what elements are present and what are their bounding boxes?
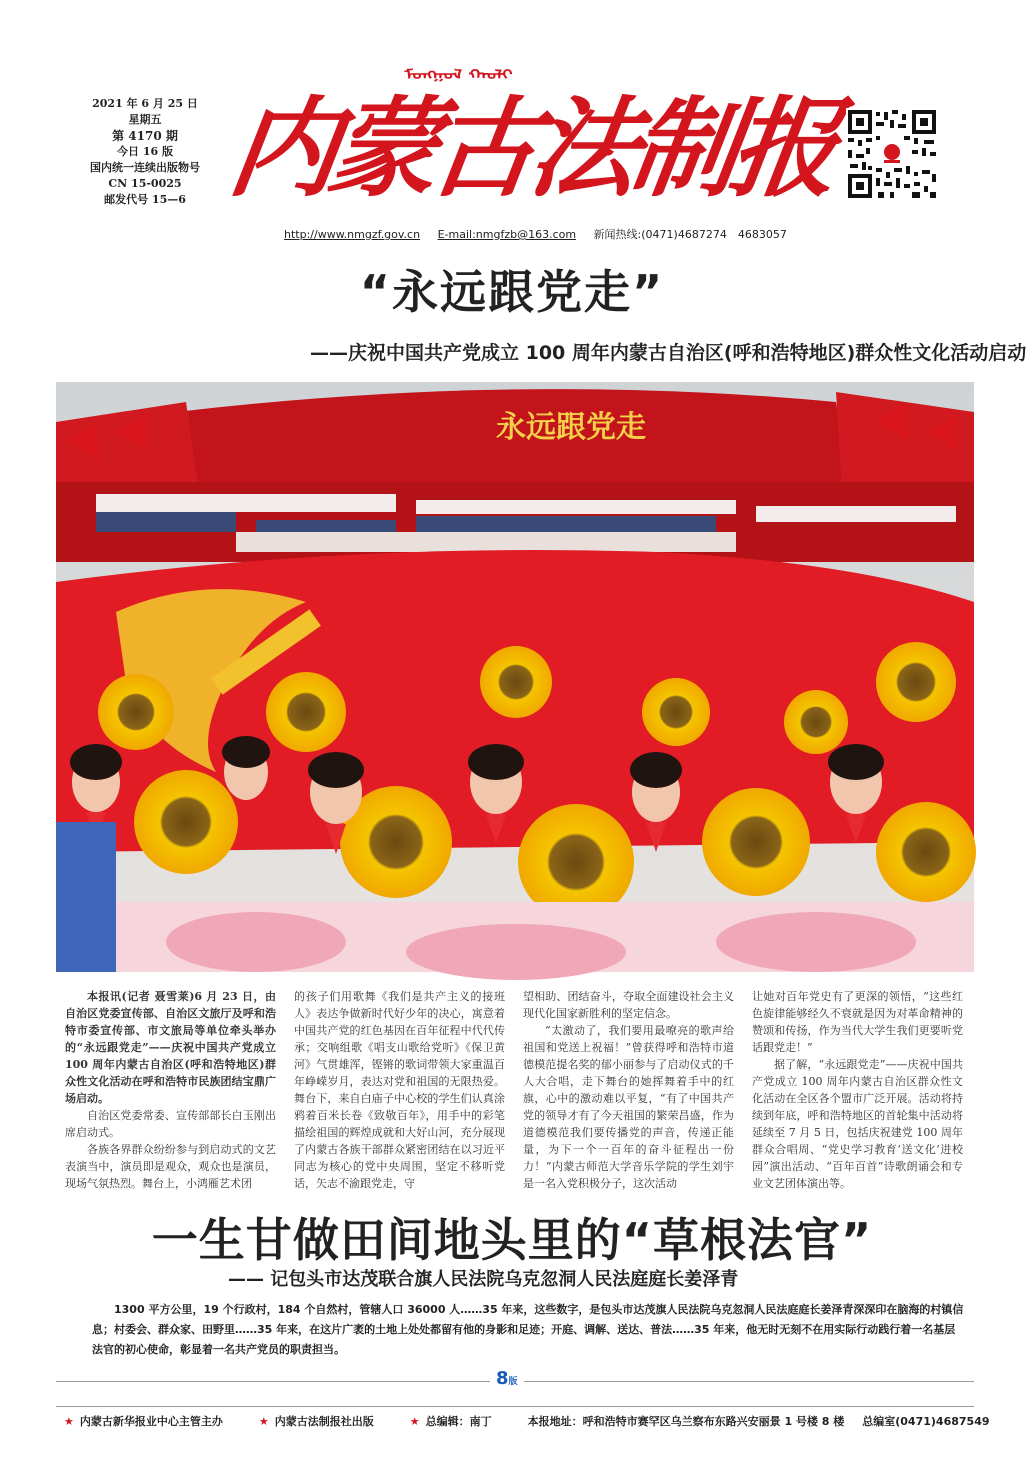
- footer: [64, 1413, 990, 1429]
- masthead-mongolian: ᠮᠣᠩᠭᠣᠯ ᠬᠠᠤᠯᠢ: [404, 68, 513, 83]
- article-paragraph: 各族各界群众纷纷参与到启动式的文艺表演当中，演员即是观众，观众也是演员，现场气氛热烈。舞台上，小鸿雁艺术团: [65, 1143, 276, 1190]
- event-photo: [56, 382, 974, 972]
- second-article-headline[interactable]: 一生甘做田间地头里的“草根法官”: [151, 1213, 873, 1267]
- email-link[interactable]: E-mail:nmgfzb@163.com: [437, 228, 577, 241]
- issue-number: 第 4170 期: [112, 129, 178, 143]
- article-paragraph: 的孩子们用歌舞《我们是共产主义的接班人》表达争做新时代好少年的决心，寓意着中国共产党的红色基因在百年征程中代代传承；交响组歌《唱支山歌给党听》《保卫黄河》气贯雄浑，铿锵的歌词带领大家重温百年峥嵘岁月，表达对党和祖国的无限热爱。舞台下，来自白庙子中心校的学生们认真涂鸦着百米长卷《致敬百年》，用手中的彩笔描绘祖国的辉煌成就和大好山河，充分展现了内蒙古各族干部群众紧密团结在以习近平同志为核心的党中央周围，坚定不移听党话，矢志不渝跟党走，守: [294, 990, 505, 1190]
- article-paragraph: 本报讯(记者 聂雪莱)6 月 23 日，由自治区党委宣传部、自治区文旅厅及呼和浩特市委宣传部、市文旅局等单位牵头举办的“永远跟党走”——庆祝中国共产党成立 100 周年内蒙古自治区(呼和浩特地区)群众性文化活动在呼和浩特市民族团结宝鼎广场启动。: [65, 990, 276, 1105]
- stage-banner-text: 永远跟党走: [496, 410, 646, 445]
- article-column-1: [56, 988, 285, 1190]
- page-reference-link[interactable]: [490, 1368, 524, 1389]
- footer-office: 总编室(0471)4687549: [862, 1415, 990, 1428]
- article-column-4: [743, 988, 972, 1190]
- footer-address: 本报地址：呼和浩特市赛罕区乌兰察布东路兴安丽景 1 号楼 8 楼: [527, 1415, 845, 1428]
- article-paragraph: 让她对百年党史有了更深的领悟，“这些红色旋律能够经久不衰就是因为对革命精神的赞颂和传扬，作为当代大学生我们更要听党话跟党走！”: [752, 990, 963, 1054]
- page-reference-suffix: 版: [508, 1377, 518, 1387]
- article-paragraph: 望相助、团结奋斗，夺取全面建设社会主义现代化国家新胜利的坚定信念。: [523, 990, 734, 1020]
- footer-press: 内蒙古法制报社出版: [274, 1415, 374, 1428]
- contact-line: [284, 226, 801, 242]
- footer-publisher: 内蒙古新华报业中心主管主办: [79, 1415, 223, 1428]
- postal-code: 邮发代号 15—6: [104, 193, 186, 206]
- article-column-3: [514, 988, 743, 1190]
- star-icon: ★: [64, 1415, 74, 1428]
- article-body: [56, 988, 974, 1190]
- second-article-summary: 1300 平方公里，19 个行政村，184 个自然村，管辖人口 36000 人……35 年来，这些数字，是包头市达茂旗人民法院乌克忽洞人民法庭庭长姜泽青深深印在脑海的村镇信息；村委会、群众家、田野里……35 年来，在这片广袤的土地上处处都留有他的身影和足迹；开庭、调解、送达、普法……35 年来，他无时无刻不在用实际行动践行着一名基层法官的初心使命，彰显着一名共产党员的职责担当。: [92, 1303, 964, 1356]
- star-icon: ★: [258, 1415, 269, 1428]
- article-paragraph: “太激动了，我们要用最嘹亮的歌声给祖国和党送上祝福！”曾获得呼和浩特市道德模范提名奖的郁小丽参与了启动仪式的千人大合唱，走下舞台的她挥舞着手中的红旗，心中的激动难以平复，“有了中国共产党的领导才有了今天祖国的繁荣昌盛，作为道德模范我们要传播党的声音，传递正能量，为下一个一百年的奋斗征程出一份力！”内蒙古师范大学音乐学院的学生刘宇是一名入党积极分子，这次活动: [523, 1024, 734, 1190]
- issue-date: 2021 年 6 月 25 日: [92, 97, 198, 110]
- serial-number: CN 15-0025: [108, 177, 182, 190]
- second-article-subheadline: —— 记包头市达茂联合旗人民法院乌克忽洞人民法庭庭长姜泽青: [228, 1269, 739, 1290]
- news-hotline: 新闻热线:(0471)4687274 4683057: [593, 228, 787, 241]
- article-subheadline: ——庆祝中国共产党成立 100 周年内蒙古自治区(呼和浩特地区)群众性文化活动启动: [310, 342, 1026, 364]
- footer-divider: [56, 1406, 974, 1407]
- article-column-2: [285, 988, 514, 1190]
- page-count: 今日 16 版: [117, 145, 173, 158]
- article-paragraph: 据了解，“永远跟党走”——庆祝中国共产党成立 100 周年内蒙古自治区群众性文化活动在全区各个盟市广泛开展。活动将持续到年底，呼和浩特地区的首轮集中活动将延续至 7 月 5 日，包括庆祝建党 100 周年群众合唱周、“党史学习教育‘送文化’进校园”演出活动、“百年百首”诗歌朗诵会和专业文艺团体演出等。: [752, 1058, 963, 1190]
- serial-label: 国内统一连续出版物号: [90, 161, 200, 174]
- issue-weekday: 星期五: [128, 113, 162, 126]
- article-paragraph: 自治区党委常委、宣传部部长白玉刚出席启动式。: [65, 1109, 276, 1139]
- website-link[interactable]: http://www.nmgzf.gov.cn: [284, 228, 421, 241]
- masthead: [221, 58, 840, 228]
- masthead-title: 内蒙古法制报: [221, 87, 840, 212]
- article-headline: “永远跟党走”: [359, 265, 665, 319]
- issue-info: [70, 96, 220, 208]
- page-reference-number: 8: [496, 1368, 509, 1389]
- footer-editor: 总编辑：南丁: [425, 1415, 492, 1428]
- star-icon: ★: [409, 1415, 420, 1428]
- qr-code-icon[interactable]: [846, 108, 938, 200]
